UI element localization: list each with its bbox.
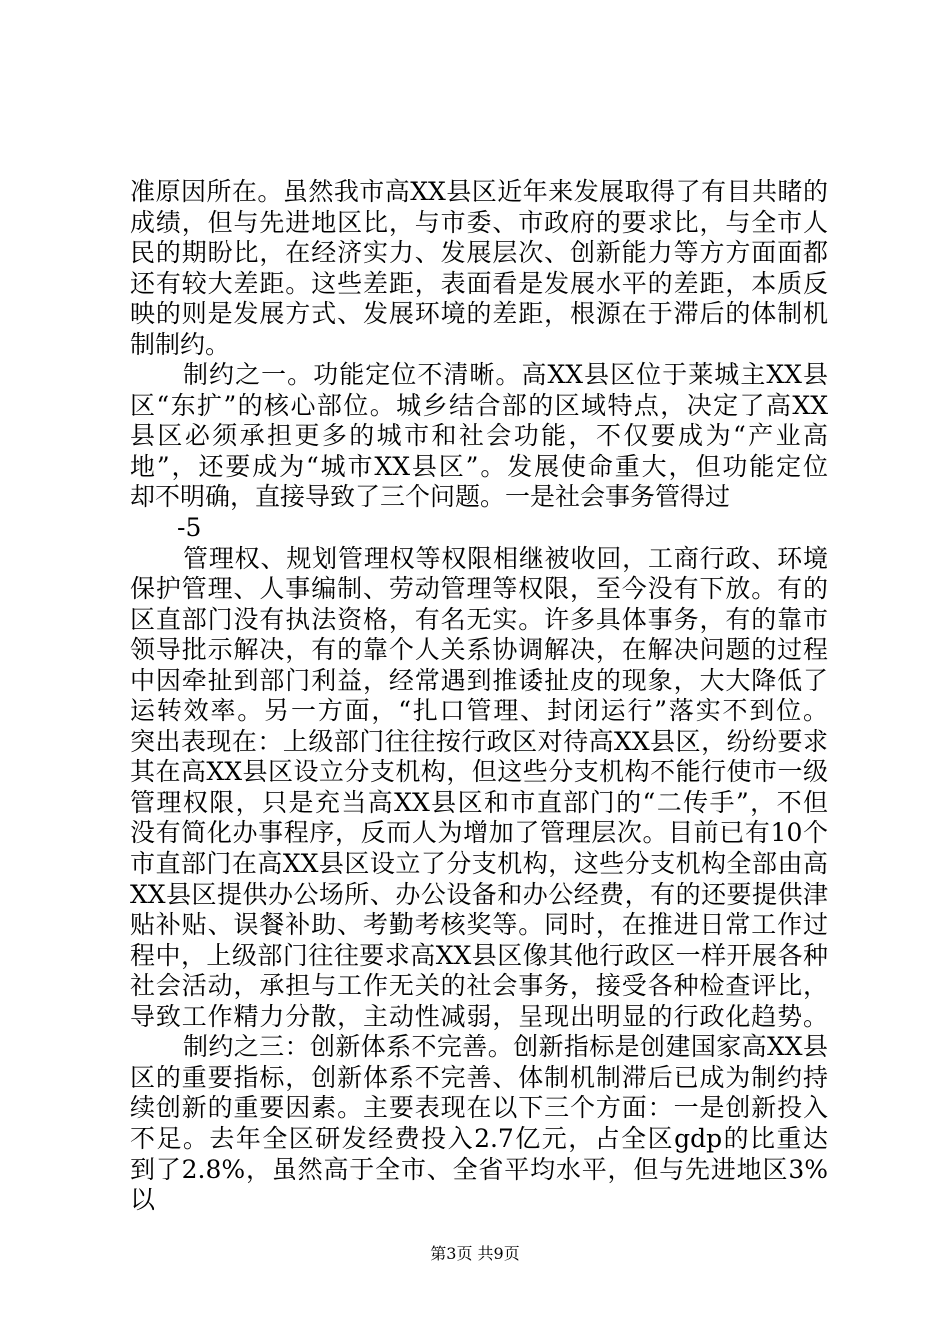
text-line: 区“东扩”的核心部位。城乡结合部的区域特点，决定了高XX bbox=[130, 390, 828, 420]
text-line: 社会活动，承担与工作无关的社会事务，接受各种检查评比， bbox=[130, 971, 828, 1001]
paragraph-first-line: 管理权、规划管理权等权限相继被收回，工商行政、环境 bbox=[183, 543, 828, 573]
text-line: 贴补贴、误餐补助、考勤考核奖等。同时，在推进日常工作过 bbox=[130, 910, 828, 940]
text-line: 准原因所在。虽然我市高XX县区近年来发展取得了有目共睹的 bbox=[130, 177, 828, 206]
text-line: 制制约。 bbox=[130, 329, 231, 359]
text-line: 没有简化办事程序，反而人为增加了管理层次。目前已有10个 bbox=[130, 818, 828, 848]
text-line: 中因牵扯到部门利益，经常遇到推诿扯皮的现象，大大降低了 bbox=[130, 665, 828, 695]
text-line: 市直部门在高XX县区设立了分支机构，这些分支机构全部由高 bbox=[130, 849, 828, 879]
text-line: 导致工作精力分散，主动性减弱，呈现出明显的行政化趋势。 bbox=[130, 1001, 828, 1031]
text-line: 运转效率。另一方面，“扎口管理、封闭运行”落实不到位。 bbox=[130, 696, 828, 726]
text-line: 县区必须承担更多的城市和社会功能，不仅要成为“产业高 bbox=[130, 421, 828, 451]
text-line: 突出表现在：上级部门往往按行政区对待高XX县区，纷纷要求 bbox=[130, 726, 828, 756]
text-line: 区直部门没有执法资格，有名无实。许多具体事务，有的靠市 bbox=[130, 604, 828, 634]
text-line: 其在高XX县区设立分支机构，但这些分支机构不能行使市一级 bbox=[130, 757, 828, 787]
text-line: 区的重要指标，创新体系不完善、体制机制滞后已成为制约持 bbox=[130, 1062, 828, 1092]
text-line: 成绩，但与先进地区比，与市委、市政府的要求比，与全市人 bbox=[130, 207, 828, 237]
text-line: 地”，还要成为“城市XX县区”。发展使命重大，但功能定位 bbox=[130, 451, 828, 481]
text-line: 管理权限，只是充当高XX县区和市直部门的“二传手”，不但 bbox=[130, 787, 828, 817]
text-line: 还有较大差距。这些差距，表面看是发展水平的差距，本质反 bbox=[130, 268, 828, 298]
page-footer bbox=[0, 1243, 950, 1265]
paragraph-first-line: 制约之三：创新体系不完善。创新指标是创建国家高XX县 bbox=[183, 1032, 828, 1062]
text-line: 续创新的重要因素。主要表现在以下三个方面：一是创新投入 bbox=[130, 1093, 828, 1123]
text-line: 保护管理、人事编制、劳动管理等权限，至今没有下放。有的 bbox=[130, 574, 828, 604]
paragraph-first-line: 制约之一。功能定位不清晰。高XX县区位于莱城主XX县 bbox=[183, 360, 828, 390]
text-line: 映的则是发展方式、发展环境的差距，根源在于滞后的体制机 bbox=[130, 299, 828, 329]
text-line: 不足。去年全区研发经费投入2.7亿元，占全区gdp的比重达 bbox=[130, 1123, 828, 1153]
text-line: 领导批示解决，有的靠个人关系协调解决，在解决问题的过程 bbox=[130, 635, 828, 665]
text-line: 民的期盼比，在经济实力、发展层次、创新能力等方方面面都 bbox=[130, 238, 828, 268]
page-number-label: 第3页 共9页 bbox=[430, 1244, 520, 1263]
body-text bbox=[130, 177, 828, 1215]
page-number-fragment: -5 bbox=[177, 513, 202, 543]
text-line: 程中，上级部门往往要求高XX县区像其他行政区一样开展各种 bbox=[130, 940, 828, 970]
text-line: 却不明确，直接导致了三个问题。一是社会事务管得过 bbox=[130, 482, 731, 512]
text-line: XX县区提供办公场所、办公设备和办公经费，有的还要提供津 bbox=[130, 879, 828, 909]
text-line: 到了2.8%，虽然高于全市、全省平均水平，但与先进地区3%以 bbox=[130, 1154, 828, 1215]
